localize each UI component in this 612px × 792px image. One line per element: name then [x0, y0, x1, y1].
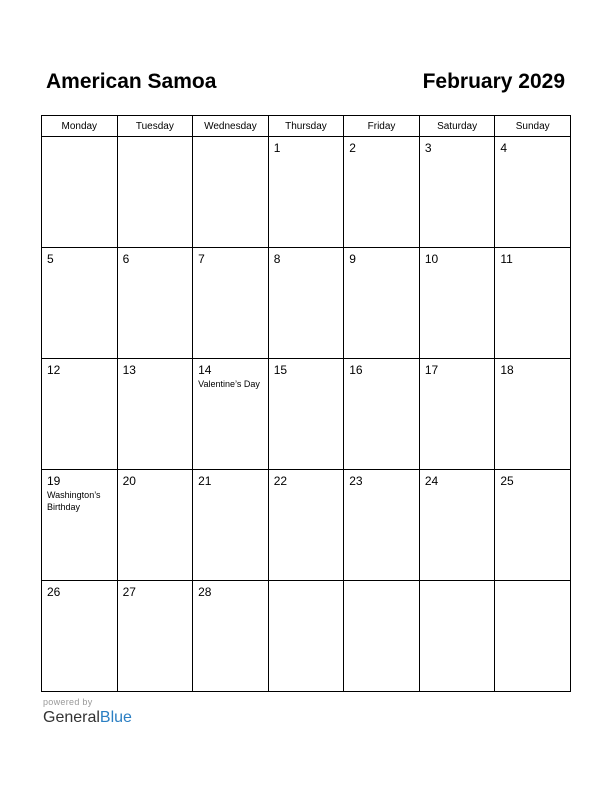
day-cell	[193, 359, 269, 470]
footer-branding	[43, 697, 132, 727]
weekday-header: Monday	[42, 116, 118, 137]
day-number: 19	[47, 474, 61, 488]
day-number: 9	[349, 252, 356, 266]
day-cell	[268, 581, 344, 692]
day-number: 28	[198, 585, 212, 599]
day-cell	[193, 470, 269, 581]
day-cell	[495, 470, 571, 581]
day-cell	[344, 137, 420, 248]
day-cell	[344, 248, 420, 359]
day-number: 14	[198, 363, 212, 377]
weekday-header-row	[42, 116, 571, 137]
day-number: 16	[349, 363, 363, 377]
day-number: 24	[424, 474, 439, 488]
day-cell	[419, 470, 495, 581]
day-cell	[419, 581, 495, 692]
day-cell	[42, 470, 118, 581]
day-number: 5	[47, 252, 54, 266]
day-number: 23	[349, 474, 363, 488]
day-cell	[495, 359, 571, 470]
weekday-header: Saturday	[419, 116, 495, 137]
day-cell	[193, 137, 269, 248]
weekday-header: Tuesday	[117, 116, 193, 137]
day-cell	[117, 470, 193, 581]
day-cell	[495, 137, 571, 248]
holiday-label: Valentine’s Day	[198, 379, 260, 389]
day-number: 17	[424, 363, 439, 377]
day-cell	[344, 470, 420, 581]
holiday-label: Washington’s Birthday	[47, 490, 101, 512]
day-number: 25	[500, 474, 514, 488]
week-row	[42, 581, 571, 692]
day-number: 7	[198, 252, 205, 266]
day-number: 4	[500, 141, 508, 155]
week-row	[42, 248, 571, 359]
week-row	[42, 359, 571, 470]
day-number: 15	[273, 363, 288, 377]
day-cell	[268, 137, 344, 248]
day-cell	[495, 248, 571, 359]
day-number: 27	[122, 585, 136, 599]
day-cell	[42, 248, 118, 359]
week-row	[42, 137, 571, 248]
day-number: 13	[122, 363, 136, 377]
day-cell	[117, 137, 193, 248]
day-number: 20	[122, 474, 136, 488]
day-number: 21	[198, 474, 212, 488]
day-cell	[117, 581, 193, 692]
weekday-header: Sunday	[495, 116, 571, 137]
day-number: 11	[500, 252, 513, 266]
calendar-grid	[41, 115, 571, 692]
week-row	[42, 470, 571, 581]
day-number: 22	[273, 474, 288, 488]
day-number: 12	[47, 363, 61, 377]
day-cell	[117, 359, 193, 470]
weekday-header: Friday	[344, 116, 420, 137]
day-number: 3	[424, 141, 432, 155]
weekday-header: Thursday	[268, 116, 344, 137]
day-cell	[268, 470, 344, 581]
day-cell	[419, 137, 495, 248]
region-title: American Samoa	[46, 70, 217, 93]
day-cell	[268, 248, 344, 359]
powered-by-text: powered by	[43, 697, 93, 707]
day-cell	[419, 248, 495, 359]
day-number: 6	[122, 252, 130, 266]
day-number: 10	[424, 252, 439, 266]
day-number: 8	[273, 252, 281, 266]
day-number: 1	[273, 141, 281, 155]
day-cell	[193, 248, 269, 359]
day-cell	[268, 359, 344, 470]
month-title: February 2029	[422, 70, 565, 93]
day-number: 18	[500, 363, 514, 377]
day-number: 2	[349, 141, 356, 155]
day-cell	[193, 581, 269, 692]
day-cell	[495, 581, 571, 692]
day-cell	[344, 581, 420, 692]
brand-blue: Blue	[99, 709, 132, 726]
day-cell	[42, 137, 118, 248]
day-cell	[117, 248, 193, 359]
day-cell	[344, 359, 420, 470]
brand-general: General	[43, 709, 100, 726]
day-cell	[42, 581, 118, 692]
weekday-header: Wednesday	[193, 116, 269, 137]
generalblue-logo[interactable]	[43, 709, 132, 727]
day-cell	[419, 359, 495, 470]
day-number: 26	[47, 585, 61, 599]
day-cell	[42, 359, 118, 470]
